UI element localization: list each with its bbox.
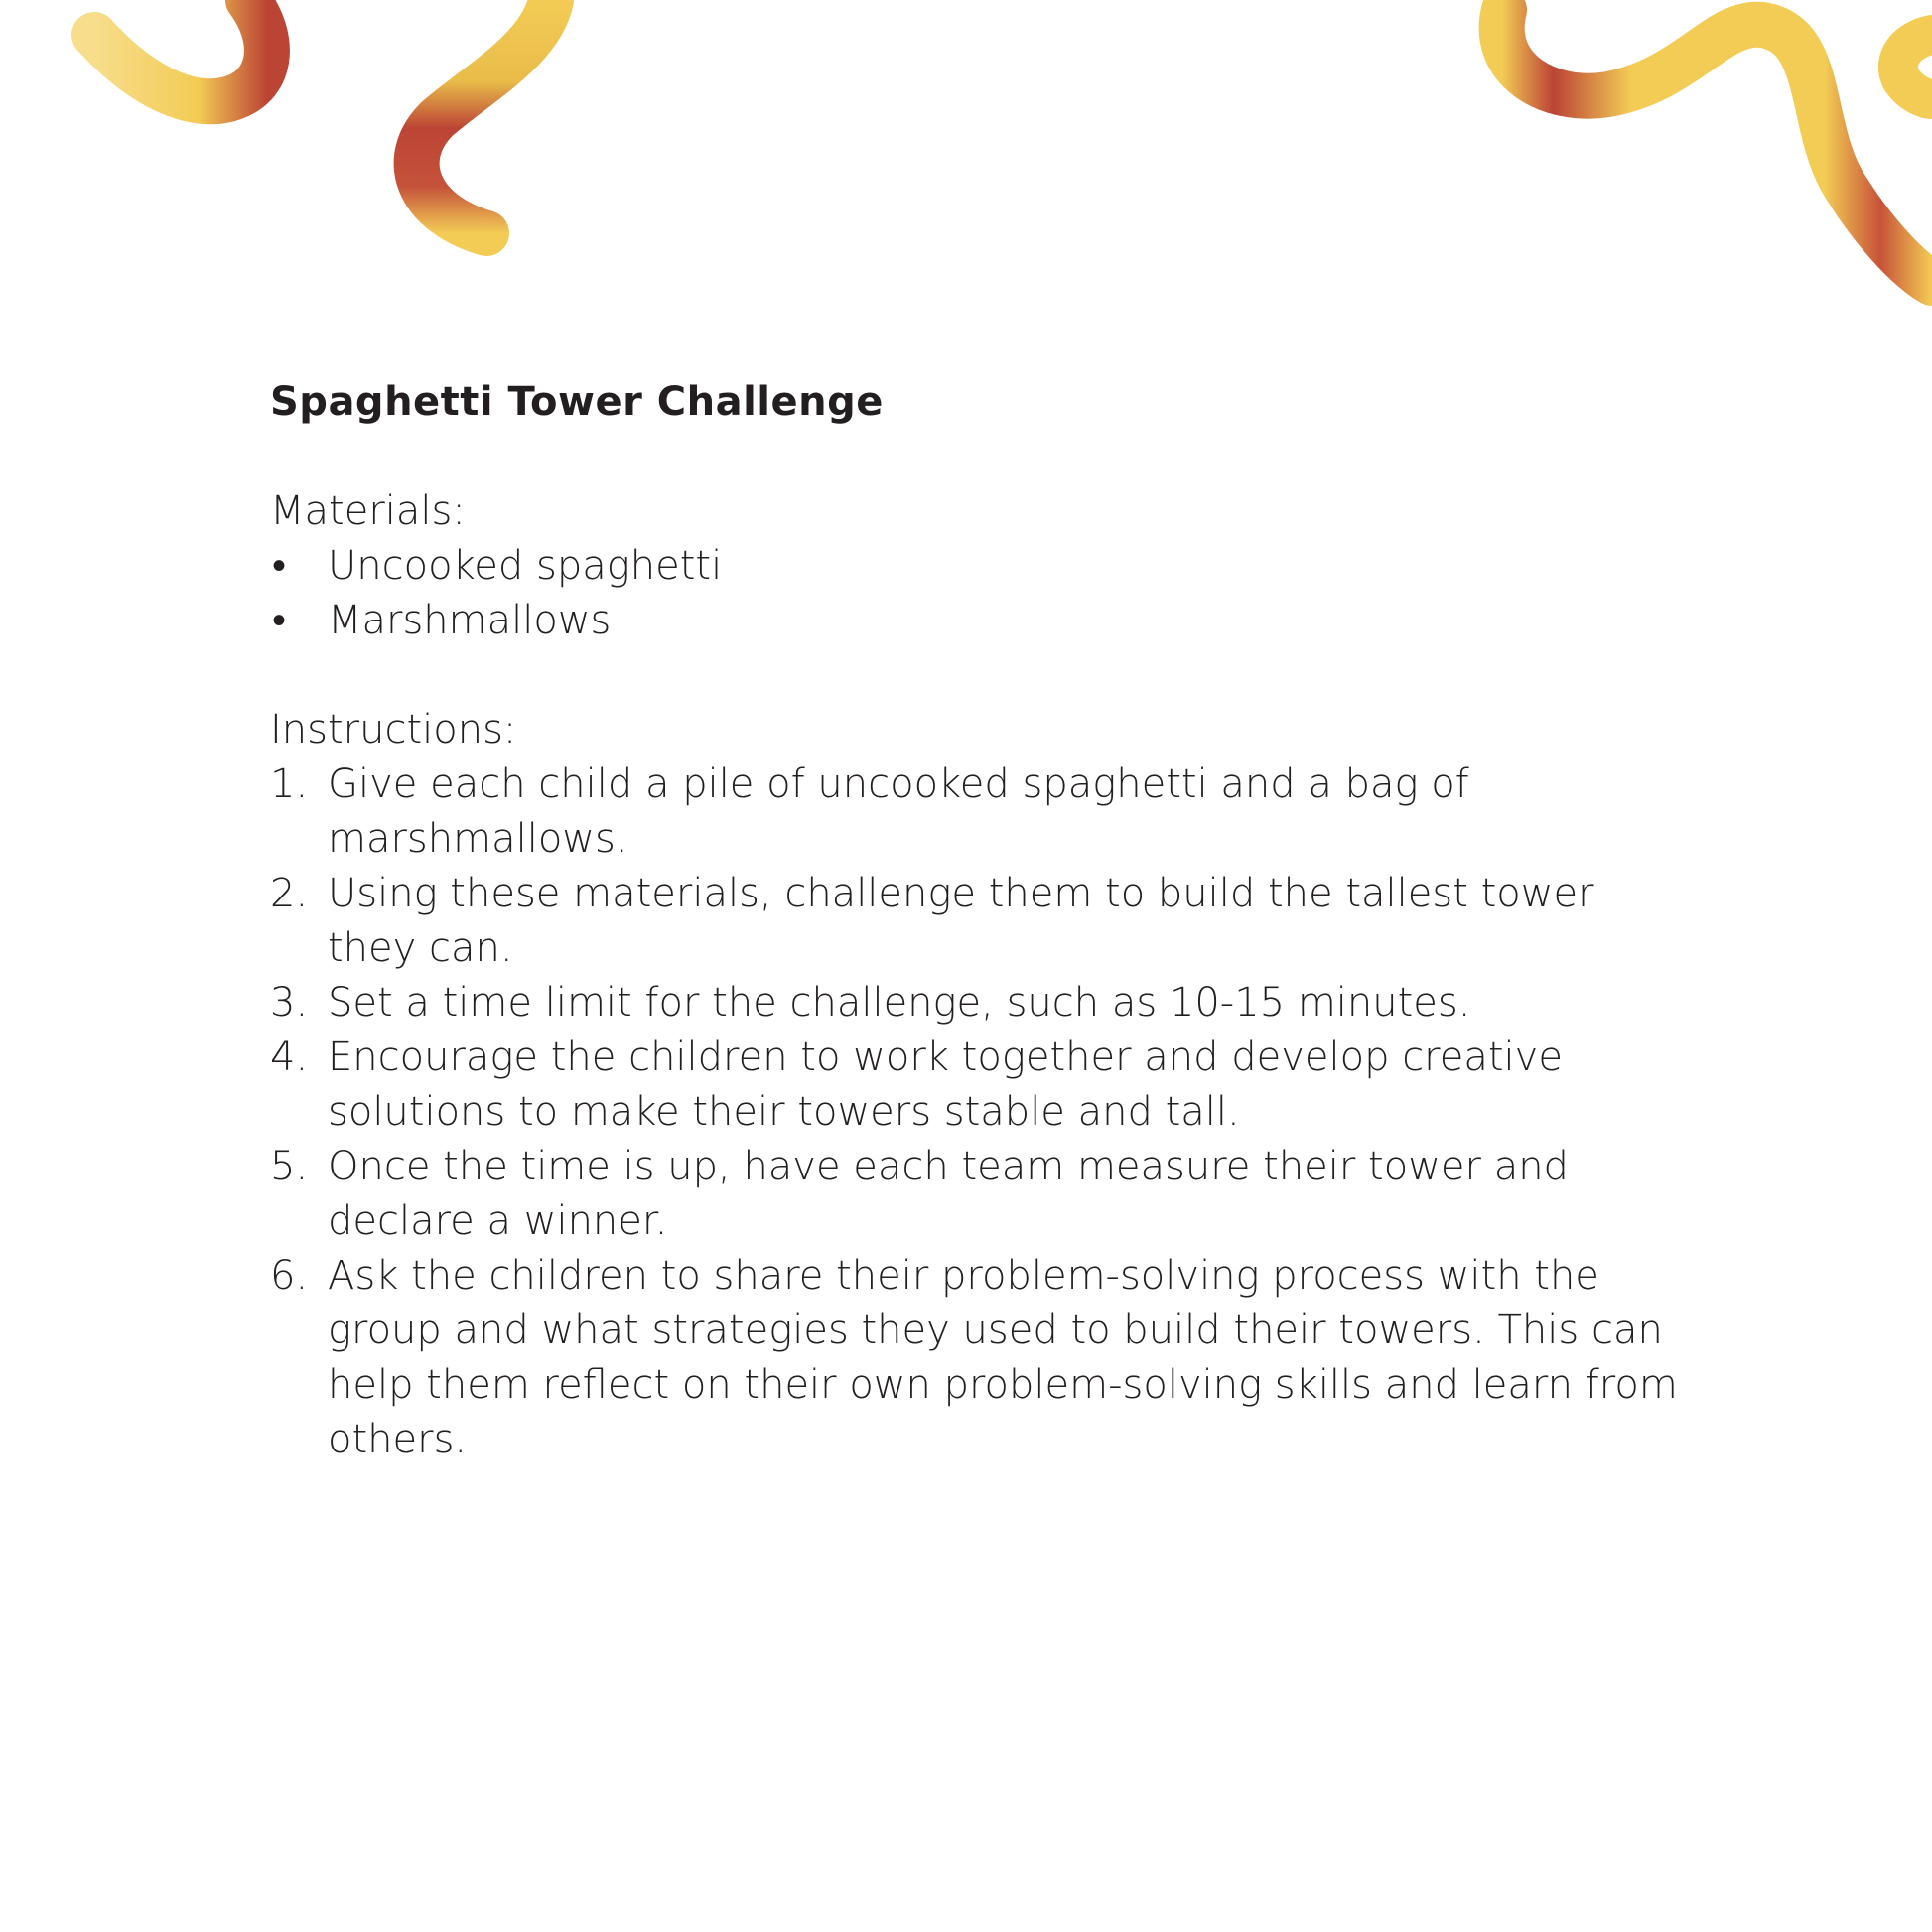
bullet-icon: • bbox=[272, 598, 287, 643]
spaghetti-decoration bbox=[0, 0, 1932, 338]
list-item bbox=[270, 758, 1680, 867]
list-item bbox=[270, 1031, 1680, 1140]
list-item bbox=[270, 594, 1680, 648]
bullet-icon: • bbox=[272, 543, 287, 589]
step-number: 6. bbox=[270, 1253, 309, 1299]
step-number: 5. bbox=[270, 1144, 309, 1189]
materials-section bbox=[270, 484, 1680, 648]
list-item bbox=[270, 539, 1680, 594]
spaghetti-strand-1 bbox=[94, 0, 267, 101]
material-item: Marshmallows bbox=[328, 598, 612, 643]
list-item bbox=[270, 1249, 1680, 1467]
instructions-list bbox=[270, 758, 1680, 1467]
activity-card bbox=[270, 375, 1680, 1467]
step-number: 4. bbox=[270, 1035, 309, 1080]
materials-label: Materials: bbox=[270, 488, 466, 534]
materials-list bbox=[270, 539, 1680, 648]
step-text: Using these materials, challenge them to build the tallest tower they can. bbox=[328, 871, 1594, 971]
step-text: Encourage the children to work together and develop creative solutions to make their towers stable and tall. bbox=[328, 1035, 1563, 1135]
list-item bbox=[270, 867, 1680, 976]
list-item bbox=[270, 1140, 1680, 1249]
instructions-section bbox=[270, 703, 1680, 1467]
material-item: Uncooked spaghetti bbox=[328, 543, 723, 589]
spaghetti-strand-3 bbox=[1502, 10, 1932, 283]
spaghetti-strand-2 bbox=[417, 0, 551, 233]
instructions-label: Instructions: bbox=[270, 707, 517, 753]
spacer bbox=[270, 430, 1680, 484]
step-number: 1. bbox=[270, 761, 309, 807]
step-number: 3. bbox=[270, 980, 309, 1026]
step-text: Set a time limit for the challenge, such as 10-15 minutes. bbox=[328, 980, 1471, 1026]
spacer bbox=[270, 648, 1680, 703]
step-number: 2. bbox=[270, 871, 309, 916]
list-item bbox=[270, 976, 1680, 1031]
step-text: Give each child a pile of uncooked spaghetti and a bag of marshmallows. bbox=[328, 761, 1469, 862]
page-title: Spaghetti Tower Challenge bbox=[270, 379, 884, 425]
step-text: Ask the children to share their problem-solving process with the group and what strategies they used to build their towers. This can help them reflect on their own problem-solving skills and learn from others. bbox=[328, 1253, 1678, 1462]
spaghetti-strand-4 bbox=[1898, 35, 1932, 99]
step-text: Once the time is up, have each team measure their tower and declare a winner. bbox=[328, 1144, 1569, 1244]
